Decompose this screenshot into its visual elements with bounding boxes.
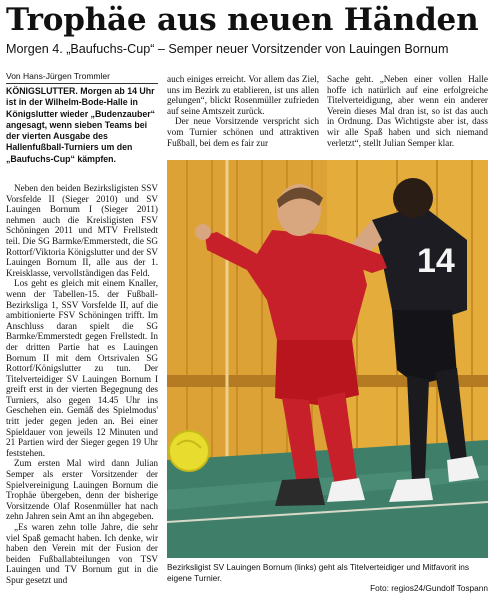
match-photo [167, 160, 488, 558]
headline: Trophäe aus neuen Händen [6, 2, 479, 38]
article-column-2 [167, 74, 319, 148]
lead-paragraph: KÖNIGSLUTTER. Morgen ab 14 Uhr ist in der Wilhelm-Bode-Halle in Königslutter wieder „Budenzauber“ angesagt, wenn sieben Teams bei der vierten Ausgabe des Hallenfußball-Turniers um den „Baufuchs-Cup“ kämpfen. [6, 86, 156, 164]
body-paragraph: Los geht es gleich mit einem Knaller, wenn der Tabellen-15. der Fußball-Bezirksliga 1, SSV Vorsfelde II, auf die ambitionierte FSV Schöningen trifft. Im Anschluss daran spielt die SG Barmke/Emmerstedt gegen Frellstedt. In der dritten Partie hat es Lauingen Bornum II mit dem Ortsrivalen SG Rottorf/Königslutter zu tun. Der Titelverteidiger SV Lauingen Bornum I greift erst in der vierten Begegnung des Turniers, also gegen 14.45 Uhr ins Geschehen ein. Gemäß des Spielmodus' tritt jeder gegen jeden an. Bei einer Spieldauer von jeweils 12 Minuten und 21 Partien wird der Sieger gegen 19 Uhr feststehen. [6, 278, 158, 458]
article-column-1 [6, 183, 158, 586]
football [169, 431, 209, 471]
byline: Von Hans-Jürgen Trommler [6, 70, 158, 84]
body-paragraph: Zum ersten Mal wird dann Julian Semper als erster Vorsitzender der Spielvereinigung Lauingen Bornum die Trophäe übergeben, denn der bisherige Vorsitzende Olaf Rosenmüller hat nach zehn Jahren sein Amt an ihn abgegeben. [6, 458, 158, 522]
body-paragraph: Neben den beiden Bezirksligisten SSV Vorsfelde II (Sieger 2010) und SV Lauingen Bornum I (Sieger 2011) nehmen auch die Kreisligisten FSV Schöningen 2011 und MTV Frellstedt teil. Die SG Barmke/Emmerstedt, die SG Rottorf/Viktoria Königslutter und der SV Lauingen Bornum II, alle aus der 1. Kreisklasse, vervollständigen das Feld. [6, 183, 158, 278]
photo-caption [167, 562, 488, 594]
article-column-3 [327, 74, 488, 148]
body-paragraph: Sache geht. „Neben einer vollen Halle hoffe ich natürlich auf eine erfolgreiche Titelverteidigung, aber wenn ein anderer Verein dieses Mal dran ist, so ist das auch in Ordnung. Das Wichtigste aber ist, dass wir alle Spaß haben und sich niemand verletzt“, stellt Julian Semper klar. [327, 74, 488, 148]
photo-credit: Foto: regios24/Gundolf Tospann [370, 583, 488, 593]
caption-text: Bezirksligist SV Lauingen Bornum (links) geht als Titelverteidiger und Mitfavorit ins eigene Turnier. [167, 562, 470, 583]
jersey-number: 14 [417, 242, 455, 280]
subheadline: Morgen 4. „Baufuchs-Cup“ – Semper neuer Vorsitzender von Lauingen Bornum [6, 42, 449, 56]
body-paragraph: „Es waren zehn tolle Jahre, die sehr viel Spaß gemacht haben. Ich denke, wir haben den Verein mit der Fusion der beiden Fußballabteilungen von TSV Lauingen und TV Bornum gut in die Spur gesetzt und [6, 522, 158, 585]
body-paragraph: auch einiges erreicht. Vor allem das Ziel, uns im Bezirk zu etablieren, ist uns allen gelungen“, blickt Rosenmüller zufrieden auf seine Amtszeit zurück. [167, 74, 319, 116]
body-paragraph: Der neue Vorsitzende verspricht sich vom Turnier schönen und attraktiven Fußball, bei dem es fair zur [167, 116, 319, 148]
